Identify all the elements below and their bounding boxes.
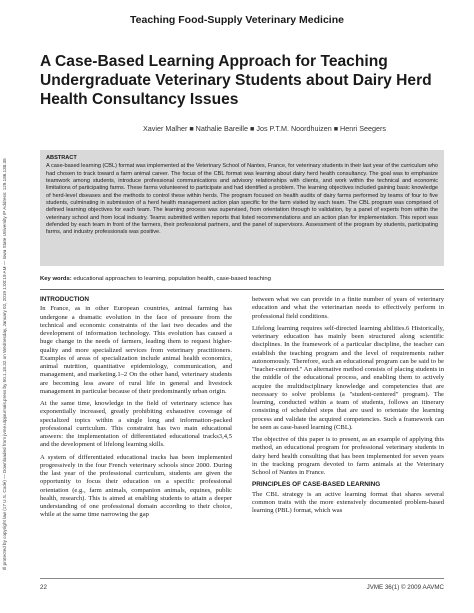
divider-rule [40,289,444,290]
body-paragraph: In France, as in other European countries, animal farming has undergone a dramatic evolution in the face of pressure from the technical and economic constraints of the last two decades and the development of information technology. This evolution has caused a huge change in the needs of farmers, leading them to request higher-quality and more specialized services from veterinary practitioners. Examples of areas of specialization include animal health economics, animal nutrition, quantitative epidemiology, communication, and management, and marketing.1–2 On the other hand, veterinary students are becoming less aware of rural life in general and livestock management in particular because of their predominantly urban origin. [40,305,232,395]
keywords-line [40,276,444,282]
body-paragraph: The CBL strategy is an active learning format that shares several common traits with the more extensively documented problem-based learning (PBL) format, which was [252,490,444,514]
download-notice: Ill protected by copyright law (17 U.S. Code) — Downloaded from jvme.utpjournals.press by 50.1.18.32 on Wednesday, January 02, 2019 1:00:19 AM — Iowa State University IP Address: 129.186.138.35 [2,158,7,570]
abstract-heading: ABSTRACT [46,155,77,161]
section-heading-principles: PRINCIPLES OF CASE-BASED LEARNING [252,481,381,489]
author-list: Xavier Malher ■ Nathalie Bareille ■ Jos P.T.M. Noordhuizen ■ Henri Seegers [143,124,386,133]
abstract-text: A case-based learning (CBL) format was implemented at the Veterinary School of Nantes, France, for veterinary students in their last year of the curriculum who had chosen to track toward a farm animal career. The focus of the CBL format was learning about dairy herd health consultancy. The goal was to emphasize teamwork among students, introduce professional communications and advisory relationships with clients, and work within the technical and economic limitations of participating farms. These farms volunteered to participate and had identified a problem. The learning objectives included gaining basic knowledge of herd-level diseases and the methods to control these within herds. The program focused on health audits of dairy farms performed by teams of four to five students, culminating in submission of a herd health management action plan specific for the farm visited by each team. The CBL program was comprised of defined learning objectives for each team. The learning process was supervised, from orientation through to validation, by a panel of experts from within the veterinary school and from local industry. Teams submitted written reports that listed recommendations and an action plan for implementation. This report was defended by each team in front of the farmers, their professional partners, and the panel of supervisors. Assessment of the program by students, participating farms, and industry professionals was positive. [46,163,438,236]
abstract-box [40,150,444,266]
body-paragraph: between what we can provide in a finite number of years of veterinary education and what the veterinarian needs to effectively perform in professional field conditions. [252,296,444,320]
footer-rule [40,578,444,579]
body-paragraph: Lifelong learning requires self-directed learning abilities.6 Historically, veterinary education has mainly been structured along scientific disciplines. In the framework of a particular discipline, the teacher can establish the teaching program and the level of requirements rather autonomously. Therefore, such an educational program can be said to be "teacher-centered." An alternative method consists of placing students in the middle of the educational process, and enabling them to actively acquire the multidisciplinary knowledge and competencies that are necessary to solve problems (a "student-centered" program). The learning, conducted within a team of students, follows an itinerary consisting of scheduled steps that are used to orientate the learning process and validate the acquired competencies. Such a framework can be seen as case-based learning (CBL). [252,324,444,431]
journal-citation: JVME 36(1) © 2009 AAVMC [366,584,444,591]
body-paragraph: A system of differentiated educational tracks has been implemented progressively in the four French veterinary schools since 2000. During the last year of the professional curriculum, students are given the opportunity to focus their education on a specific professional orientation (e.g., farm animals, companion animals, equines, public health, research). This is aimed at enabling students to attain a deeper understanding of one professional domain according to their choice, while at the same time narrowing the gap [40,453,232,519]
running-head: Teaching Food-Supply Veterinary Medicine [130,14,344,26]
left-column [40,296,232,574]
body-paragraph: The objective of this paper is to present, as an example of applying this method, an educational program for professional veterinary students in dairy herd health consulting that has been implemented for seven years in the tracking program devoted to farm animals at the Veterinary School of Nantes in France. [252,436,444,476]
section-heading-introduction: INTRODUCTION [40,296,89,303]
keywords-text: educational approaches to learning, population health, case-based teaching [73,276,271,282]
right-column [252,296,444,574]
keywords-label: Key words: [40,276,72,282]
article-title: A Case-Based Learning Approach for Teaching Undergraduate Veterinary Students about Dairy Herd Health Consultancy Issues [40,53,432,108]
body-paragraph: At the same time, knowledge in the field of veterinary science has exponentially increased, greatly prohibiting exhaustive coverage of specialized topics within a single long and information-packed professional curriculum. This constraint has two main educational answers: the implementation of differentiated educational tracks3,4,5 and the development of lifelong learning skills. [40,400,232,449]
page-number: 22 [40,584,47,591]
